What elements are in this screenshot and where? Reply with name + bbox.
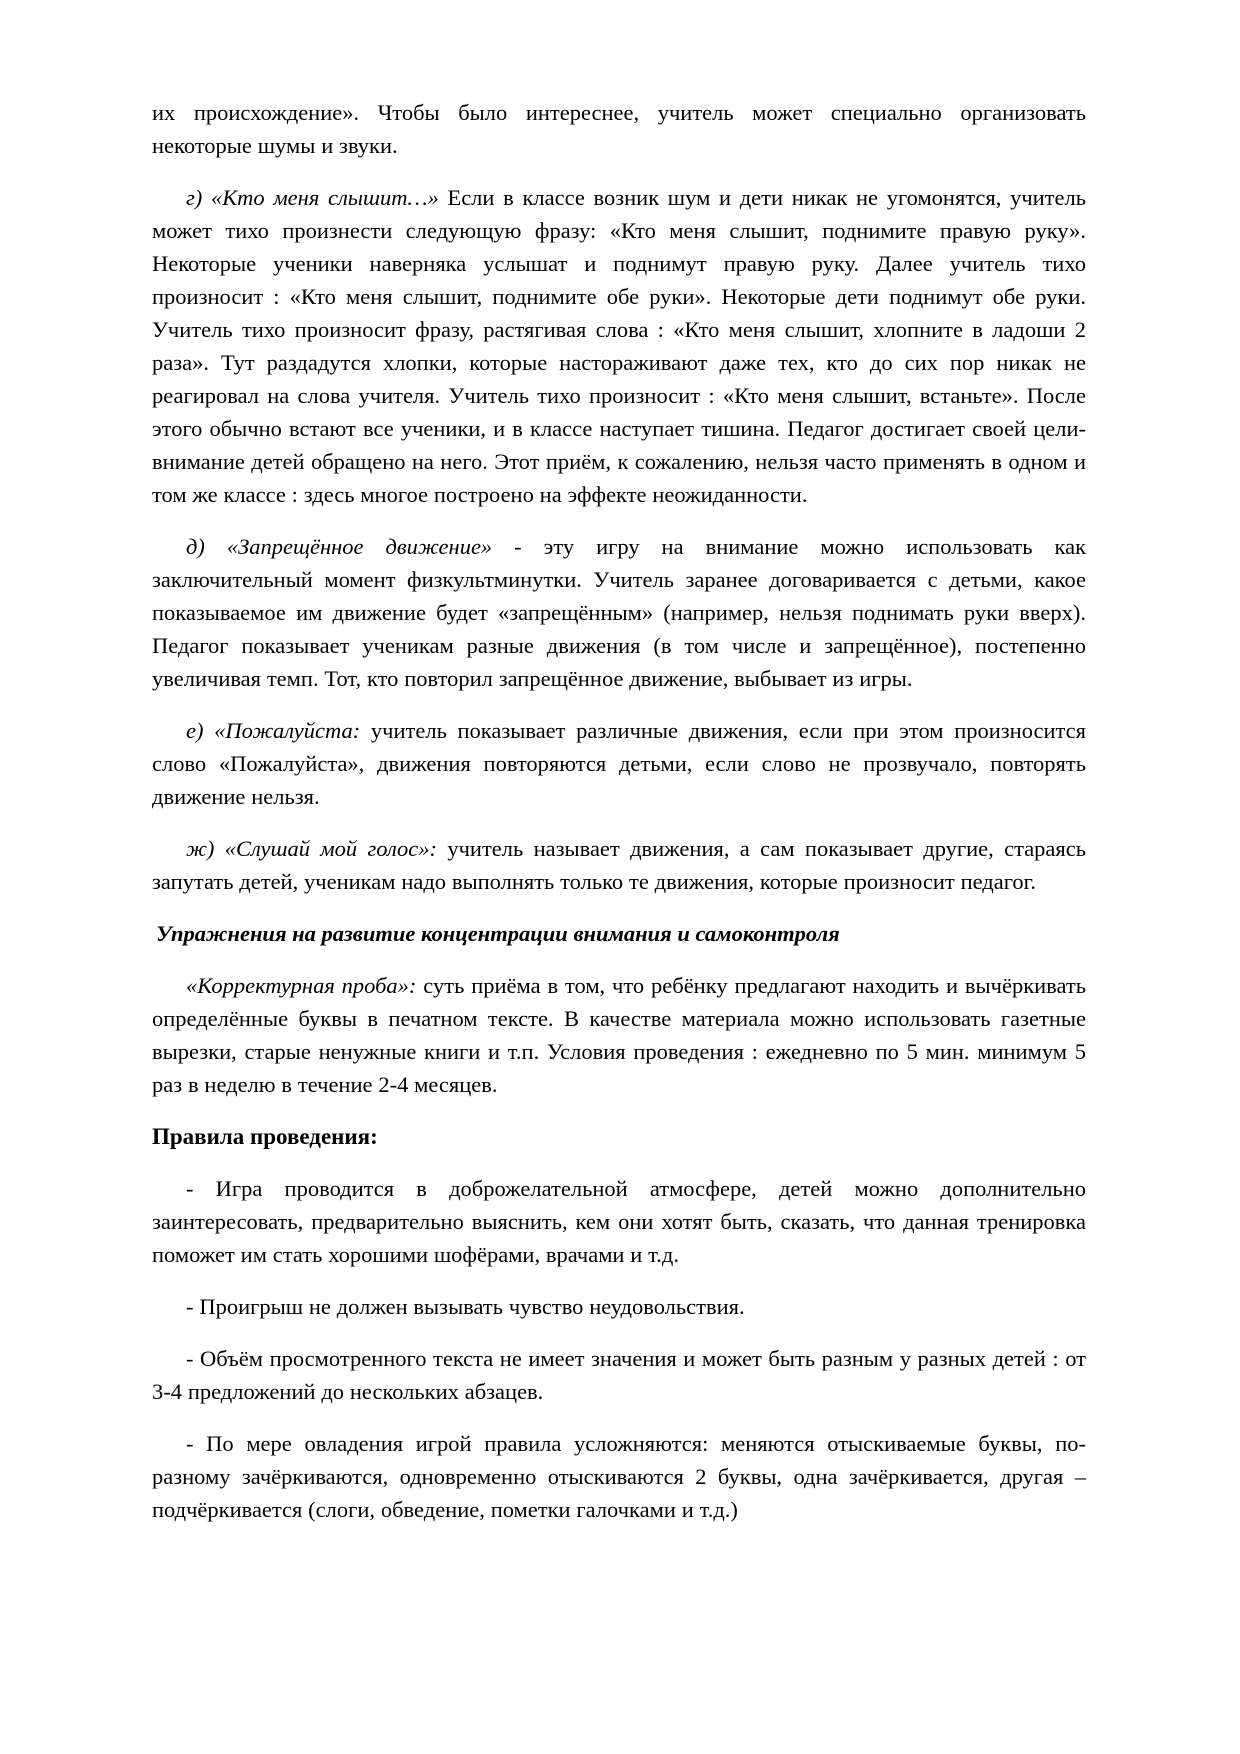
paragraph-lead-italic-g: г) «Кто меня слышит…»: [186, 185, 439, 210]
rule-item-4: [152, 1427, 1086, 1526]
document-text-column: [152, 96, 1086, 1526]
rule-text-3: - Объём просмотренного текста не имеет значения и может быть разным у разных детей : от 3-4 предложений до нескольких абзацев.: [152, 1346, 1086, 1404]
paragraph-lead-italic-korrektura: «Корректурная проба»:: [186, 973, 417, 998]
paragraph-text-g: Если в классе возник шум и дети никак не угомонятся, учитель может тихо произнести следующую фразу: «Кто меня слышит, поднимите правую руку». Некоторые ученики наверняка услышат и поднимут правую руку. Далее учитель тихо произносит : «Кто меня слышит, поднимите обе руки». Некоторые дети поднимут обе руки. Учитель тихо произносит фразу, растягивая слова : «Кто меня слышит, хлопните в ладоши 2 раза». Тут раздадутся хлопки, которые настораживают даже тех, кто до сих пор никак не реагировал на слова учителя. Учитель тихо произносит : «Кто меня слышит, встаньте». После этого обычно встают все ученики, и в классе наступает тишина. Педагог достигает своей цели- внимание детей обращено на него. Этот приём, к сожалению, нельзя часто применять в одном и том же классе : здесь многое построено на эффекте неожиданности.: [152, 185, 1086, 507]
paragraph-lead-italic-d: д) «Запрещённое движение»: [186, 534, 493, 559]
rule-item-2: [152, 1290, 1086, 1323]
paragraph-text: их происхождение». Чтобы было интереснее, учитель может специально организовать некоторые шумы и звуки.: [152, 100, 1086, 158]
paragraph-text-d: - эту игру на внимание можно использовать как заключительный момент физкультминутки. Учитель заранее договаривается с детьми, какое показываемое им движение будет «запрещённым» (например, нельзя поднимать руки вверх). Педагог показывает ученикам разные движения (в том числе и запрещённое), постепенно увеличивая темп. Тот, кто повторил запрещённое движение, выбывает из игры.: [152, 534, 1086, 691]
paragraph-text-e: учитель показывает различные движения, если при этом произносится слово «Пожалуйста», движения повторяются детьми, если слово не прозвучало, повторять движение нельзя.: [152, 718, 1086, 809]
paragraph-continuation: [152, 96, 1086, 162]
paragraph-text-zh: учитель называет движения, а сам показывает другие, стараясь запутать детей, ученикам надо выполнять только те движения, которые произносит педагог.: [152, 836, 1087, 894]
paragraph-item-e: [152, 714, 1086, 813]
paragraph-korrektura: [152, 969, 1086, 1101]
section-heading-concentration: Упражнения на развитие концентрации внимания и самоконтроля: [156, 921, 840, 946]
paragraph-item-zh: [152, 832, 1086, 898]
paragraph-item-d: [152, 530, 1086, 695]
rule-item-1: [152, 1172, 1086, 1271]
paragraph-item-g: [152, 181, 1086, 511]
section-heading-rules: Правила проведения:: [152, 1124, 378, 1149]
rule-item-3: [152, 1342, 1086, 1408]
rule-text-4: - По мере овладения игрой правила усложняются: меняются отыскиваемые буквы, по-разному зачёркиваются, одновременно отыскиваются 2 буквы, одна зачёркивается, другая – подчёркивается (слоги, обведение, пометки галочками и т.д.): [152, 1431, 1086, 1522]
paragraph-text-korrektura: суть приёма в том, что ребёнку предлагают находить и вычёркивать определённые буквы в печатном тексте. В качестве материала можно использовать газетные вырезки, старые ненужные книги и т.п. Условия проведения : ежедневно по 5 мин. минимум 5 раз в неделю в течение 2-4 месяцев.: [152, 973, 1086, 1097]
paragraph-lead-italic-zh: ж) «Слушай мой голос»:: [186, 836, 438, 861]
rule-text-1: - Игра проводится в доброжелательной атмосфере, детей можно дополнительно заинтересовать, предварительно выяснить, кем они хотят быть, сказать, что данная тренировка поможет им стать хорошими шофёрами, врачами и т.д.: [152, 1176, 1086, 1267]
rule-text-2: - Проигрыш не должен вызывать чувство неудовольствия.: [186, 1294, 745, 1319]
paragraph-lead-italic-e: е) «Пожалуйста:: [186, 718, 361, 743]
